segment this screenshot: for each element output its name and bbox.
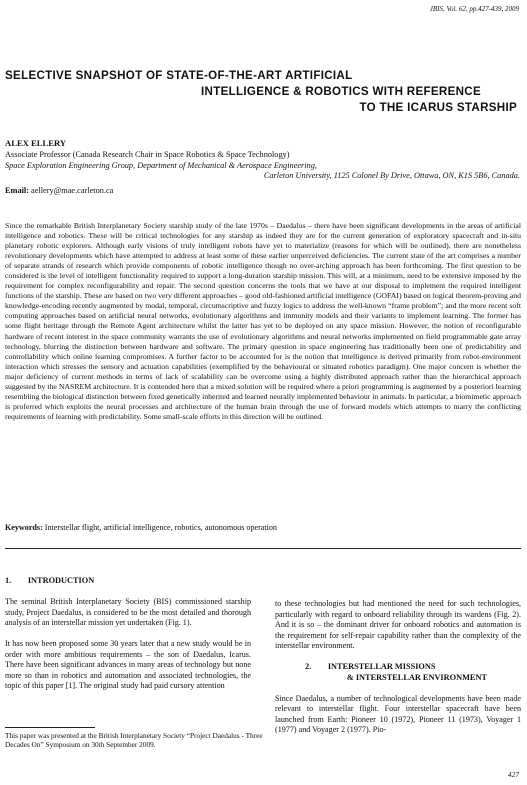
title-line-3: TO THE ICARUS STARSHIP — [359, 101, 517, 114]
author-affiliation — [5, 150, 520, 182]
footnote: This paper was presented at the British Interplanetary Society “Project Daedalus - Three Decades On” Symposium on 30th September 2009. — [5, 731, 263, 750]
col2-paragraph-1: to these technologies but had mentioned the need for such technologies, particularly with regard to onboard reliability through its wardens (Fig. 2). And it is so – the dominant driver for onboard robotics and automation is the requirement for self-repair capability rather than the complexity of the interstellar environment. — [275, 599, 521, 651]
section-divider — [5, 548, 521, 549]
author-position: Associate Professor (Canada Research Chair in Space Robotics & Space Technology) — [5, 150, 290, 159]
col2-paragraph-2: Since Daedalus, a number of technological developments have been made relevant to interstellar flight. Four interstellar spacecraft have been launched from Earth: Pioneer 10 (1972), Pioneer 11 (1973), Voyager 1 (1977) and Voyager 2 (1977). Pio- — [275, 693, 521, 735]
title-line-1: SELECTIVE SNAPSHOT OF STATE-OF-THE-ART ARTIFICIAL — [5, 69, 353, 82]
title-line-2: INTELLIGENCE & ROBOTICS WITH REFERENCE — [201, 85, 481, 98]
keywords — [5, 523, 277, 532]
author-email — [5, 186, 113, 195]
email-address[interactable]: aellery@mae.carleton.ca — [31, 186, 114, 195]
abstract: Since the remarkable British Interplanetary Society starship study of the late 1970s – Daedalus – there have been significant developments in the areas of artificial intelligence and robotics. These will be critical technologies for any starship as indeed they are for the current generation of exploratory spacecraft and in-situ planetary robotic explorers. Although early visions of truly intelligent robots have yet to materialize (reasons for which will be outlined), there are nonetheless revolutionary developments which have attempted to address at least some of these earlier unperceived deficiencies. The current state of the art comprises a number of separate strands of research which provide components of robotic intelligence though no over-arching approach has been forthcoming. The first question to be considered is the level of intelligent functionality required to support a long-duration starship mission. This will, at a minimum, need to be extensive imposed by the requirement for complex reconfigurability and repair. The second question concerns the tools that we have at our disposal to implement the required intelligent functions of the starship. These are based on two very different approaches – good old-fashioned artificial intelligence (GOFAI) based on logical theorem-proving and knowledge-encoding recently augmented by modal, temporal, circumscriptive and fuzzy logics to address the well-known “frame problem”; and the more recent soft computing approaches based on artificial neural networks, evolutionary algorithms and immunity models and their variants to implement learning. The former has some flight heritage through the Remote Agent architecture whilst the latter has yet to be deployed on any space mission. However, the notion of reconfigurable hardware of recent interest in the space community warrants the use of evolutionary algorithms and neural networks implemented on field programmable gate array technology, blurring the distinction between hardware and software. The primary question in space engineering has traditionally been one of predictability and controllability which online learning compromises. A further factor to be accounted for is the notion that intelligence is derived primarily from robot-environment interaction which stresses the sensory and actuation capabilities (exemplified by the behavioural or situated robotics paradigm). One major concern is whether the major deficiency of current methods in terms of lack of scalability can be overcome using a highly distributed approach rather than the hierarchical approach suggested by the NASREM architecture. It is contended here that a mixed solution will be required where a priori programming is augmented by a posteriori learning resembling the biological distinction between fixed genetically inherited and learned neurally implemented behaviour in animals. In particular, a biomimetic approach is proferred which exploits the neural processes and architecture of the human brain through the use of forward models which attempts to marry the conflicting requirements of learning with predictability. Some small-scale efforts in this direction will be outlined. — [5, 221, 521, 421]
author-name: ALEX ELLERY — [5, 138, 67, 148]
intro-paragraph-2: It has now been proposed some 30 years later that a new study would be in order with more ambitious requirements – the son of Daedalus, Icarus. There have been significant advances in many areas of technology but none more so than in robotics and automation and associated technologies, the topic of this paper [1]. The original study had paid cursory attention — [5, 639, 251, 691]
author-group: Space Exploration Engineering Group, Department of Mechanical & Aerospace Engineering, — [5, 160, 317, 170]
keywords-text: Interstellar flight, artificial intelligence, robotics, autonomous operation — [44, 523, 277, 532]
intro-paragraph-1: The seminal British Interplanetary Society (BIS) commissioned starship study, Project Daedalus, is considered to be the most detailed and thorough analysis of an interstellar mission yet undertaken (Fig. 1). — [5, 597, 251, 628]
left-column — [5, 576, 251, 702]
author-address: Carleton University, 1125 Colonel By Drive, Ottawa, ON, K1S 5B6, Canada. — [263, 171, 520, 181]
paper-title — [5, 68, 519, 116]
footnote-rule — [5, 727, 95, 728]
page-number: 427 — [508, 770, 519, 779]
section-heading-2a: 2. INTERSTELLAR MISSIONS — [305, 662, 436, 672]
email-label: Email: — [5, 186, 29, 195]
journal-header: JBIS, Vol. 62, pp.427-439, 2009 — [429, 5, 519, 13]
section-heading-introduction: 1. INTRODUCTION — [5, 576, 95, 585]
right-column — [275, 599, 521, 747]
section-heading-2b: & INTERSTELLAR ENVIRONMENT — [346, 672, 487, 682]
keywords-label: Keywords: — [5, 523, 43, 532]
